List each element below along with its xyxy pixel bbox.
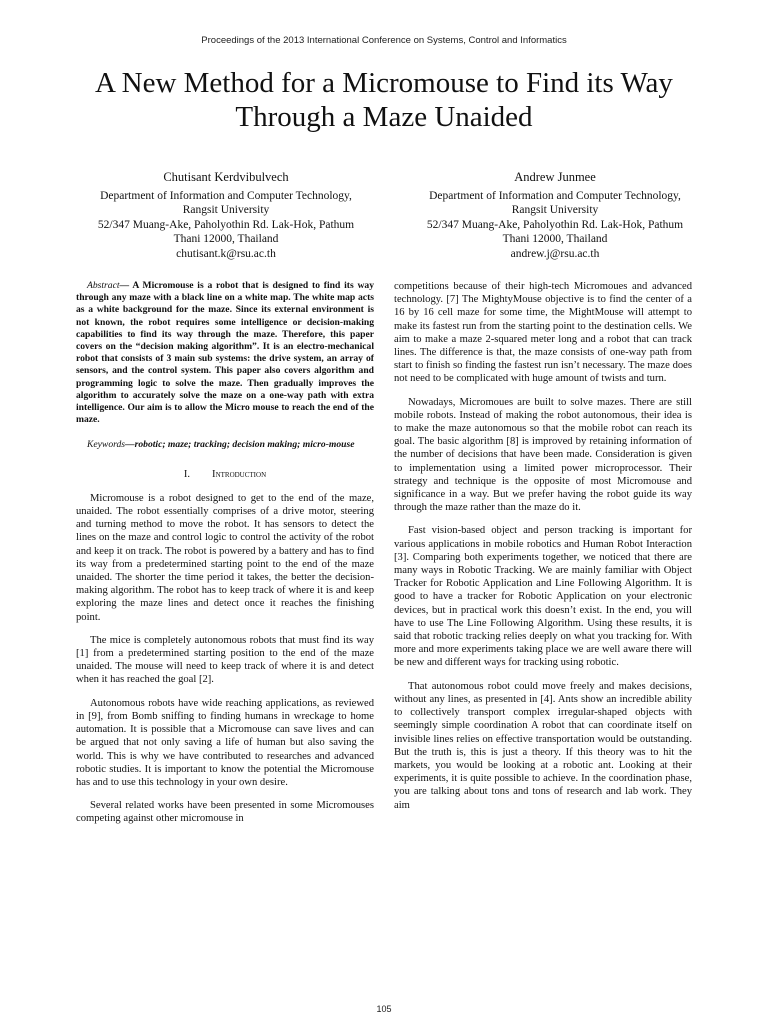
author-name: Andrew Junmee bbox=[514, 170, 596, 184]
author-affiliation-line: Department of Information and Computer Technology, bbox=[429, 189, 681, 202]
abstract-label: Abstract bbox=[87, 280, 120, 291]
section-heading bbox=[76, 468, 374, 481]
author-address-line: Thani 12000, Thailand bbox=[173, 233, 279, 245]
author-affiliation-line: Rangsit University bbox=[182, 204, 270, 216]
section-title: Introduction bbox=[212, 468, 267, 480]
author-affiliation-line: Rangsit University bbox=[511, 204, 599, 216]
keywords bbox=[76, 439, 374, 451]
right-column bbox=[394, 280, 692, 822]
body-paragraph: The mice is completely autonomous robots that must find its way [1] from a predetermined starting position to the end of the maze unaided. The mouse will need to keep track of where it is and detect when it has reached the goal [2]. bbox=[76, 634, 374, 686]
author-name: Chutisant Kerdvibulvech bbox=[163, 170, 289, 184]
author-email: chutisant.k@rsu.ac.th bbox=[176, 247, 276, 260]
author-affiliation-line: Department of Information and Computer Technology, bbox=[100, 189, 352, 202]
author-address-line: 52/347 Muang-Ake, Paholyothin Rd. Lak-Hok, Pathum bbox=[97, 218, 355, 231]
body-paragraph: Micromouse is a robot designed to get to the end of the maze, unaided. The robot essentially comprises of a drive motor, steering and turning method to move the robot. It has sensors to detect the lines on the maze and control logic to control the activity of the robot and keep it on track. The robot is powered by a battery and has to find its way from a predetermined starting point to the end of the maze unaided. The shorter the time period it takes, the better the decision-making algorithm. The robot has to keep track of where it is and keep exploring the maze lines and detect once it reaches the finishing point. bbox=[76, 492, 374, 623]
abstract-text: — A Micromouse is a robot that is designed to find its way through any maze with a black line on a white map. The white map acts as a white background for the maze. Since its external environment is not known, the robot requires some intelligence or decision-making capabilities to find its way through the maze. Therefore, this paper covers on the “decision making algorithm”. It is an electro-mechanical robot that consists of 3 main sub systems: the drive system, an array of sensors, and the control system. This paper also covers algorithm and programming logic to solve the maze. Then gradually improves the algorithm to accurately solve the maze on a one-way path with extra intelligence. Our aim is to allow the Micro mouse to reach the end of the maze. bbox=[76, 280, 374, 426]
keywords-text: —robotic; maze; tracking; decision making; micro-mouse bbox=[125, 439, 355, 451]
body-paragraph: Autonomous robots have wide reaching applications, as reviewed in [9], from Bomb sniffing to finding humans in wreckage to home automation. It is possible that a Micromouse can save lives and can be argued that not only saving a life of human but also saving the world. This is why we have contributed to researches and advanced robotic studies. It is important to know the potential the Micromouse has and to use this technology in your own desire. bbox=[76, 697, 374, 788]
section-number: I. bbox=[183, 468, 191, 480]
author-address-line: Thani 12000, Thailand bbox=[502, 233, 608, 245]
title-line-2: Through a Maze Unaided bbox=[235, 101, 533, 133]
page-number: 105 bbox=[376, 1004, 392, 1014]
author-address-line: 52/347 Muang-Ake, Paholyothin Rd. Lak-Hok, Pathum bbox=[426, 218, 684, 231]
left-column bbox=[76, 280, 374, 836]
paper-title bbox=[60, 66, 708, 134]
body-paragraph: Fast vision-based object and person tracking is important for various applications in mobile robotics and Human Robot Interaction [3]. Comparing both experiments together, we noticed that there are many ways in Robotic Tracking. We are mainly familiar with Object Tracker for Robotic Application and Line Following Algorithm. It is good to have a tracker for Robotic Application on your electronic devices, but in practical work this doesn’t exist. In the end, you will have to use The Line Following Algorithm. Using these results, it is said that robotic tracking relies deeply on what you tracking for. With more and more experiments taking place we are well aware there will be new and different ways for tracking using robotic. bbox=[394, 525, 692, 669]
abstract bbox=[76, 280, 374, 426]
body-paragraph: Nowadays, Micromoues are built to solve mazes. There are still mobile robots. Instead of making the robot autonomous, their idea is to make the maze autonomous so that the mobile robot can reach its goal. The basic algorithm [8] is improved by retaining information of the number of decisions that have been made. Consideration is given to implementation using a limited power microprocessor. Their strategy and technique is the opposite of most Micromouse and significance in a way. But we prefer having the robot guide its way through the maze rather than the maze do it. bbox=[394, 396, 692, 514]
running-header: Proceedings of the 2013 International Conference on Systems, Control and Informatics bbox=[201, 35, 567, 46]
title-line-1: A New Method for a Micromouse to Find its Way bbox=[95, 67, 673, 99]
author-block-1 bbox=[76, 170, 376, 261]
keywords-label: Keywords bbox=[87, 439, 126, 451]
author-email: andrew.j@rsu.ac.th bbox=[510, 247, 600, 260]
author-block-2 bbox=[405, 170, 705, 261]
body-paragraph: Several related works have been presented in some Micromouses competing against other micromouse in bbox=[76, 800, 374, 825]
body-paragraph: competitions because of their high-tech Micromoues and advanced technology. [7] The MightyMouse objective is to find the center of a 16 by 16 cell maze for some time, the MightMouse will attempt to make its fastest run from the starting point to the destination cells. We aim to make a maze 2-squared meter long and a robot that can track lines. The difference is that, the maze consists of one-way path from start to finish so finding the fastest run isn’t necessary. The maze does not need to be complicated with huge amount of twists and turn. bbox=[394, 281, 692, 385]
body-paragraph: That autonomous robot could move freely and makes decisions, without any lines, as presented in [4]. Ants show an incredible ability to collectively transport complex irregular-shaped objects with seemingly simple coordination A robot that can coordinate itself on invisible lines relies on effective transportation would be outstanding. But the truth is, this is just a theory. If this theory was to hit the markets, you would be looking at a robotic ant. Looking at their experiments, it is quite possible to achieve. In the coordination phase, you are talking about tons and tons of research and lab work. They aim bbox=[394, 680, 692, 811]
